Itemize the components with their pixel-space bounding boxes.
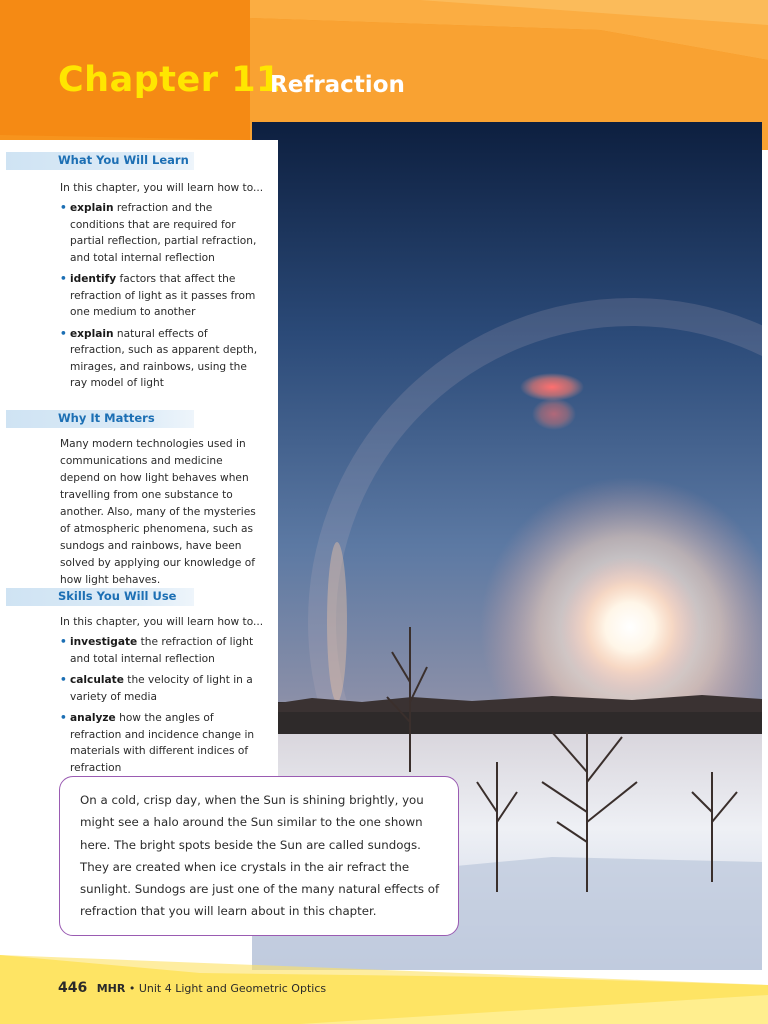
list-item xyxy=(60,672,260,705)
keyword: investigate xyxy=(70,636,138,648)
item-text: the velocity of light in a variety of media xyxy=(70,674,253,703)
list-item xyxy=(60,710,260,776)
item-text: natural effects of refraction, such as apparent depth, mirages, and rainbows, using the ray model of light xyxy=(70,327,258,389)
skills-list xyxy=(60,634,260,781)
list-item xyxy=(60,634,260,667)
item-text: factors that affect the refraction of light as it passes from one medium to another xyxy=(70,273,256,318)
learn-list xyxy=(60,200,260,397)
list-item xyxy=(60,200,260,266)
section-heading-text: Skills You Will Use xyxy=(58,589,177,603)
section-heading-text: What You Will Learn xyxy=(58,153,189,167)
chapter-number: Chapter 11 xyxy=(58,60,281,100)
what-you-will-learn-heading xyxy=(6,152,194,170)
page-number: 446 xyxy=(58,980,88,996)
skills-intro: In this chapter, you will learn how to... xyxy=(60,616,264,628)
bullet-icon: • xyxy=(60,674,67,686)
photo-caption-box xyxy=(59,776,459,936)
item-text: how the angles of refraction and incidence change in materials with different indices of refraction xyxy=(70,712,255,774)
photo-caption-text: On a cold, crisp day, when the Sun is shining brightly, you might see a halo around the Sun similar to the one shown here. The bright spots beside the Sun are called sundogs. They are created when ice crystals in the air refract the sunlight. Sundogs are just one of the many natural effects of refraction that you will learn about in this chapter. xyxy=(80,793,440,919)
chapter-overview-column xyxy=(0,140,278,780)
keyword: calculate xyxy=(70,674,124,686)
learn-intro: In this chapter, you will learn how to... xyxy=(60,182,264,194)
item-text: refraction and the conditions that are required for partial reflection, partial refraction, and total internal reflection xyxy=(70,202,257,264)
skills-you-will-use-heading xyxy=(6,588,194,606)
unit-label: • Unit 4 Light and Geometric Optics xyxy=(128,982,327,995)
bullet-icon: • xyxy=(60,327,67,340)
publisher: MHR xyxy=(96,982,126,995)
item-text: the refraction of light and total internal reflection xyxy=(70,636,254,665)
bullet-icon: • xyxy=(60,202,67,214)
keyword: explain xyxy=(70,202,114,214)
chapter-title: Refraction xyxy=(270,72,405,98)
footer-line xyxy=(58,980,326,996)
bullet-icon: • xyxy=(60,636,67,648)
page-footer xyxy=(0,955,768,1024)
list-item xyxy=(60,326,260,392)
why-it-matters-heading xyxy=(6,410,194,428)
bullet-icon: • xyxy=(60,273,67,285)
section-heading-text: Why It Matters xyxy=(58,411,155,425)
list-item xyxy=(60,271,260,321)
keyword: identify xyxy=(70,273,117,285)
why-it-matters-text: Many modern technologies used in communications and medicine depend on how light behaves when travelling from one substance to another. Also, many of the mysteries of atmospheric phenomena, such as sundogs and rainbows, have been solved by applying our knowledge of how light behaves. xyxy=(60,438,256,586)
bullet-icon: • xyxy=(60,712,67,724)
keyword: explain xyxy=(70,327,114,340)
keyword: analyze xyxy=(70,712,116,724)
